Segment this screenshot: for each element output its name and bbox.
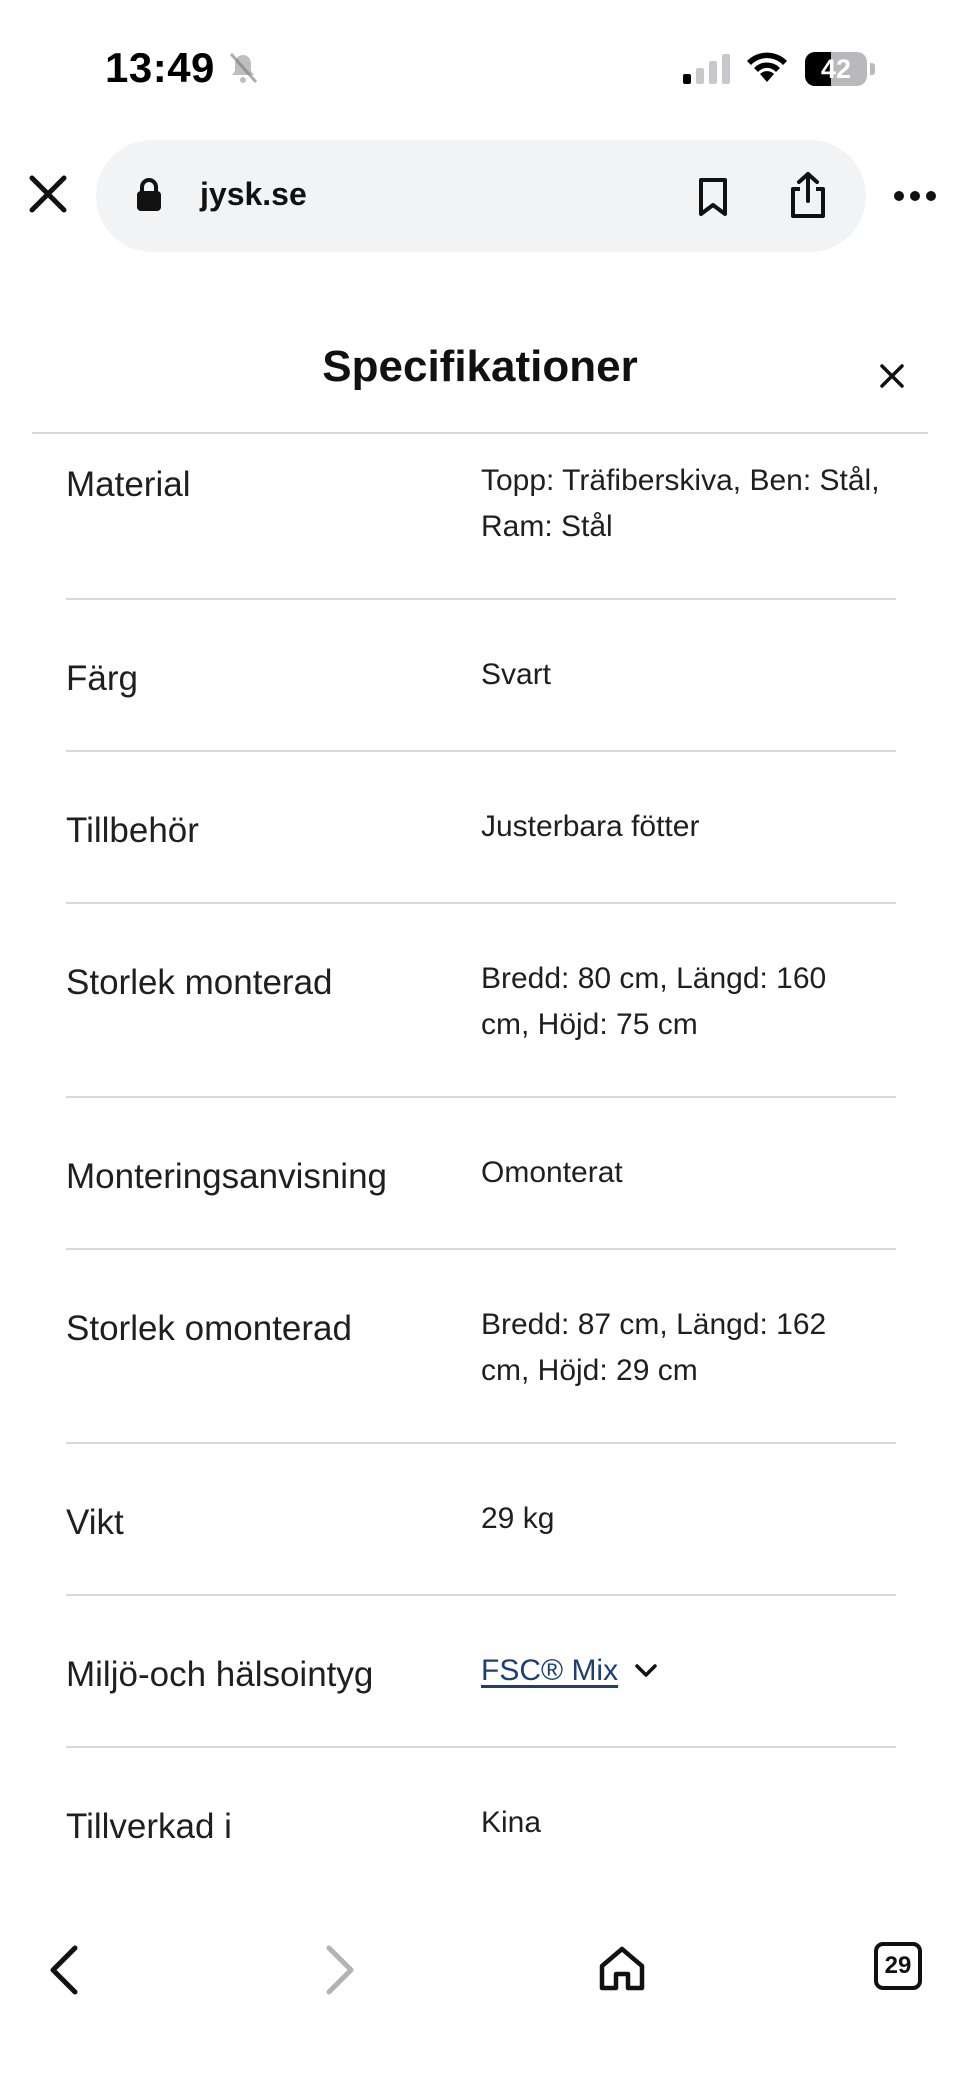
close-icon <box>879 363 905 389</box>
close-tab-button[interactable] <box>22 168 74 220</box>
battery-level: 42 <box>820 54 852 84</box>
fsc-mix-link[interactable]: FSC® Mix <box>481 1654 619 1687</box>
spec-row-accessories <box>66 752 896 904</box>
back-button[interactable] <box>36 1940 92 2000</box>
spec-label: Storlek omonterad <box>66 1309 352 1348</box>
modal-close-button[interactable] <box>872 356 912 396</box>
spec-value: Kina <box>481 1806 542 1839</box>
share-button[interactable] <box>779 166 837 224</box>
spec-label: Monteringsanvisning <box>66 1157 388 1196</box>
forward-button[interactable] <box>312 1940 368 2000</box>
spec-row-size-assembled <box>66 904 896 1098</box>
spec-label: Miljö-och hälsointyg <box>66 1655 374 1694</box>
spec-label: Storlek monterad <box>66 963 333 1002</box>
bookmark-icon <box>697 177 729 217</box>
status-bar <box>0 0 960 130</box>
spec-row-material <box>66 434 896 600</box>
url-text[interactable]: jysk.se <box>200 176 307 212</box>
spec-value <box>481 1648 881 1698</box>
back-arrow-icon <box>47 1944 81 1996</box>
mute-bell-icon <box>225 50 261 86</box>
spec-row-certification <box>66 1596 896 1748</box>
spec-label: Färg <box>66 659 138 698</box>
spec-value: Bredd: 87 cm, Längd: 162 cm, Höjd: 29 cm <box>481 1308 827 1387</box>
chevron-down-icon[interactable] <box>634 1647 658 1693</box>
spec-row-assembly <box>66 1098 896 1250</box>
spec-label: Vikt <box>66 1503 124 1542</box>
spec-row-color <box>66 600 896 752</box>
home-button[interactable] <box>592 1938 652 1998</box>
tabs-count: 29 <box>884 1952 912 1979</box>
modal-title: Specifikationer <box>322 342 638 391</box>
bookmark-button[interactable] <box>686 170 740 224</box>
more-button[interactable] <box>888 176 942 216</box>
spec-list <box>0 434 960 1884</box>
address-bar[interactable] <box>96 140 866 252</box>
cellular-signal-icon <box>683 54 731 89</box>
spec-value: Topp: Träfiberskiva, Ben: Stål, Ram: Stål <box>481 464 880 543</box>
spec-list-scroll-area[interactable] <box>0 434 960 1884</box>
wifi-icon <box>745 50 789 89</box>
spec-label: Tillbehör <box>66 811 199 850</box>
spec-value: Justerbara fötter <box>481 810 700 843</box>
home-icon <box>598 1944 646 1992</box>
spec-label: Material <box>66 465 191 504</box>
spec-label: Tillverkad i <box>66 1807 232 1846</box>
close-icon <box>28 174 68 214</box>
share-icon <box>788 171 828 219</box>
spec-row-weight <box>66 1444 896 1596</box>
bottom-toolbar <box>0 1884 960 2086</box>
spec-value: Bredd: 80 cm, Längd: 160 cm, Höjd: 75 cm <box>481 962 827 1041</box>
more-icon <box>893 190 937 202</box>
forward-arrow-icon <box>323 1944 357 1996</box>
spec-value: 29 kg <box>481 1502 555 1535</box>
spec-value: Svart <box>481 658 552 691</box>
spec-value: Omonterat <box>481 1156 623 1189</box>
tabs-button[interactable] <box>874 1942 924 1992</box>
lock-icon <box>136 178 162 217</box>
battery-icon <box>805 52 875 86</box>
spec-row-size-unassembled <box>66 1250 896 1444</box>
status-time: 13:49 <box>105 44 215 91</box>
spec-row-made-in <box>66 1748 896 1884</box>
